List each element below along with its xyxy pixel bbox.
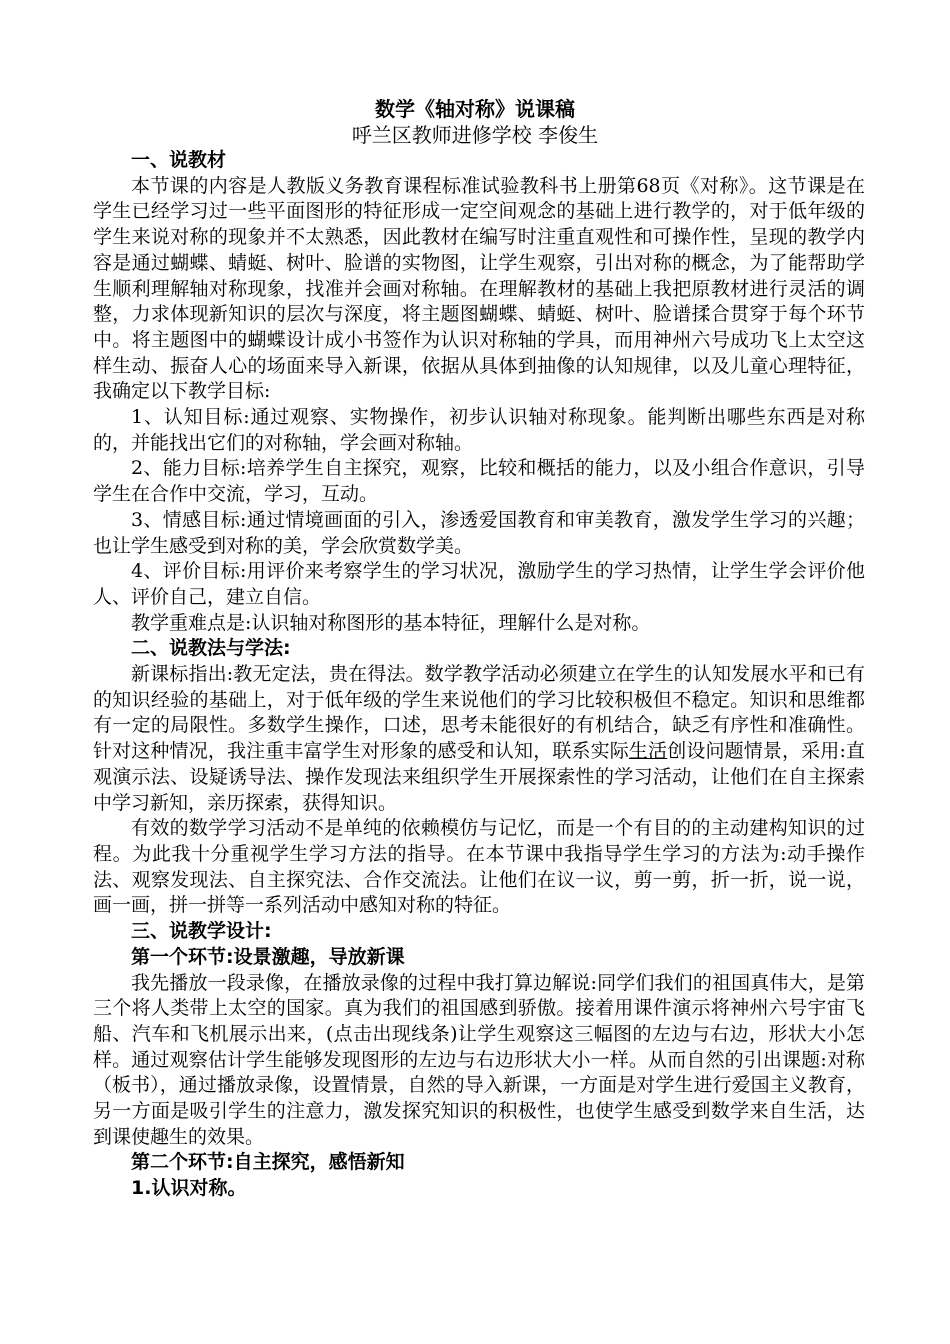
document-body xyxy=(93,148,865,1202)
section-heading: 二、说教法与学法: xyxy=(131,637,291,660)
paragraph xyxy=(93,662,865,816)
paragraph: 3、情感目标:通过情境画面的引入，渗透爱国教育和审美教育，激发学生学习的兴趣；也让学生感受到对称的美，学会欣赏数学美。 xyxy=(93,508,865,557)
underlined-link[interactable]: 生活 xyxy=(628,740,668,763)
paragraph-text: 新课标指出:教无定法，贵在得法。数学教学活动必须建立在学生的认知发展水平和已有的知识经验的基础上，对于低年级的学生来说他们的学习比较积极但不稳定。知识和思维都有一定的局限性。多数学生操作，口述，思考未能很好的有机结合，缺乏有序性和准确性。针对这种情况，我注重丰富学生对形象的感受和认知，联系实际 xyxy=(93,663,865,763)
subsection-heading: 1.认识对称。 xyxy=(131,1177,247,1200)
paragraph: 教学重难点是:认识轴对称图形的基本特征，理解什么是对称。 xyxy=(131,611,651,634)
paragraph: 我先播放一段录像，在播放录像的过程中我打算边解说:同学们我们的祖国真伟大，是第三个将人类带上太空的国家。真为我们的祖国感到骄傲。接着用课件演示将神州六号宇宙飞船、汽车和飞机展示出来，(点击出现线条)让学生观察这三幅图的左边与右边，形状大小怎样。通过观察估计学生能够发现图形的左边与右边形状大小一样。从而自然的引出课题:对称（板书），通过播放录像，设置情景，自然的导入新课，一方面是对学生进行爱国主义教育，另一方面是吸引学生的注意力，激发探究知识的积极性，也使学生感受到数学来自生活，达到课使趣生的效果。 xyxy=(93,971,865,1148)
document-title: 数学《轴对称》说课稿 xyxy=(375,97,575,121)
subsection-heading: 第二个环节:自主探究，感悟新知 xyxy=(131,1151,405,1174)
section-heading: 三、说教学设计: xyxy=(131,920,272,943)
paragraph: 4、评价目标:用评价来考察学生的学习状况，激励学生的学习热情，让学生学会评价他人、评价自己，建立自信。 xyxy=(93,560,865,608)
subsection-heading: 第一个环节:设景激趣，导放新课 xyxy=(131,945,405,968)
section-heading: 一、说教材 xyxy=(131,149,227,171)
paragraph: 本节课的内容是人教版义务教育课程标准试验教科书上册第68页《对称》。这节课是在学生已经学习过一些平面图形的特征形成一定空间观念的基础上进行教学的，对于低年级的学生来说对称的现象并不太熟悉，因此教材在编写时注重直观性和可操作性，呈现的教学内容是通过蝴蝶、蜻蜓、树叶、脸谱的实物图，让学生观察，引出对称的概念，为了能帮助学生顺利理解轴对称现象，找准并会画对称轴。在理解教材的基础上我把原教材进行灵活的调整，力求体现新知识的层次与深度，将主题图蝴蝶、蜻蜓、树叶、脸谱揉合贯穿于每个环节中。将主题图中的蝴蝶设计成小书签作为认识对称轴的学具，而用神州六号成功飞上太空这样生动、振奋人心的场面来导入新课，依据从具体到抽像的认知规律，以及儿童心理特征，我确定以下教学目标: xyxy=(93,174,865,403)
paragraph: 2、能力目标:培养学生自主探究，观察，比较和概括的能力，以及小组合作意识，引导学生在合作中交流，学习，互动。 xyxy=(93,457,865,506)
document-subtitle: 呼兰区教师进修学校 李俊生 xyxy=(351,123,599,147)
paragraph: 1、认知目标:通过观察、实物操作，初步认识轴对称现象。能判断出哪些东西是对称的，并能找出它们的对称轴，学会画对称轴。 xyxy=(93,406,865,454)
paragraph-text: 创设问题情景，采用:直观演示法、设疑诱导法、操作发现法来组织学生开展探索性的学习活动，让他们在自主探索中学习新知，亲历探索，获得知识。 xyxy=(93,740,865,814)
paragraph: 有效的数学学习活动不是单纯的依赖模仿与记忆，而是一个有目的的主动建构知识的过程。为此我十分重视学生学习方法的指导。在本节课中我指导学生学习的方法为:动手操作法、观察发现法、自主探究法、合作交流法。让他们在议一议，剪一剪，折一折，说一说，画一画，拼一拼等一系列活动中感知对称的特征。 xyxy=(93,817,865,917)
